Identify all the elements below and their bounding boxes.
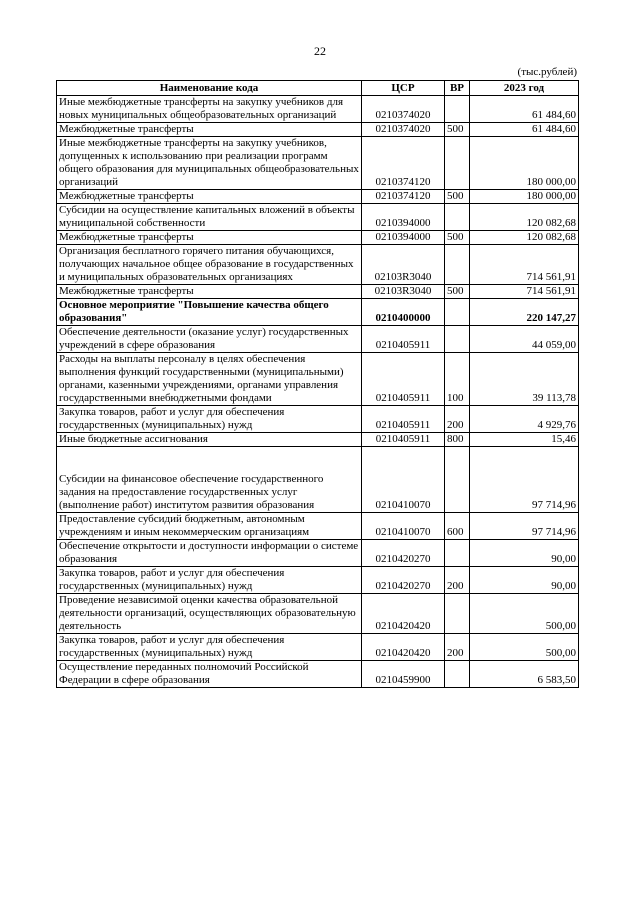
row-sum-cell [470,661,579,688]
table-row [57,406,579,433]
row-vr-cell [445,137,470,190]
page-number: 22 [314,44,326,58]
row-vr-cell [445,634,470,661]
row-vr-cell [445,513,470,540]
row-sum-text: 220 147,27 [526,312,576,324]
row-name-cell [57,661,362,688]
row-vr-text: 200 [447,580,464,592]
row-sum-text: 97 714,96 [532,499,576,511]
row-vr-cell [445,540,470,567]
row-csr-cell [362,285,445,299]
row-csr-cell [362,96,445,123]
row-name-cell [57,433,362,447]
row-sum-text: 714 561,91 [526,271,576,283]
row-csr-cell [362,594,445,634]
row-sum-cell [470,231,579,245]
row-name-text: Межбюджетные трансферты [59,285,194,297]
table-row [57,594,579,634]
row-vr-text: 600 [447,526,464,538]
row-sum-text: 39 113,78 [532,392,576,404]
row-name-text: Расходы на выплаты персоналу в целях обеспечения выполнения функций государственными (муниципальными) органами, казенными учреждениями, органами управления государственными внебюджетными фондами [59,353,344,404]
row-csr-text: 02103R3040 [374,271,432,283]
row-sum-text: 4 929,76 [537,419,576,431]
row-csr-cell [362,123,445,137]
table-body [57,96,579,688]
row-name-cell [57,231,362,245]
row-name-cell [57,326,362,353]
row-vr-text: 100 [447,392,464,404]
row-vr-cell [445,567,470,594]
blank-line [59,460,359,473]
row-csr-text: 0210394000 [375,231,431,243]
table-row [57,123,579,137]
row-vr-cell [445,190,470,204]
row-vr-cell [445,231,470,245]
row-csr-text: 0210374020 [375,123,431,135]
row-sum-cell [470,96,579,123]
table-row [57,231,579,245]
row-name-cell [57,123,362,137]
table-row [57,540,579,567]
row-sum-cell [470,540,579,567]
row-name-cell [57,285,362,299]
row-vr-text: 200 [447,419,464,431]
row-name-cell [57,634,362,661]
row-vr-cell [445,661,470,688]
row-csr-text: 0210374120 [375,176,431,188]
row-name-cell [57,353,362,406]
row-name-text: Межбюджетные трансферты [59,123,194,135]
row-name-text: Проведение независимой оценки качества образовательной деятельности организаций, осуществляющих образовательную деятельность [59,594,356,632]
row-csr-text: 0210410070 [375,499,431,511]
table-row [57,285,579,299]
row-sum-text: 97 714,96 [532,526,576,538]
row-name-cell [57,204,362,231]
row-csr-cell [362,433,445,447]
row-csr-text: 0210405911 [375,339,431,351]
row-sum-cell [470,567,579,594]
table-row [57,447,579,513]
row-name-text: Закупка товаров, работ и услуг для обеспечения государственных (муниципальных) нужд [59,406,285,431]
row-sum-text: 90,00 [551,580,576,592]
unit-label: (тыс.рублей) [517,66,577,78]
row-csr-cell [362,634,445,661]
row-name-text: Иные межбюджетные трансферты на закупку учебников, допущенных к использованию при реализации программ общего образования для муниципальных общеобразовательных организаций [59,137,359,188]
row-vr-cell [445,204,470,231]
row-name-cell [57,137,362,190]
row-vr-text: 500 [447,190,464,202]
row-vr-cell [445,245,470,285]
row-csr-cell [362,299,445,326]
row-csr-text: 0210374020 [375,109,431,121]
row-csr-text: 0210405911 [375,419,431,431]
blank-line [59,447,359,460]
budget-table [56,80,579,688]
row-csr-text: 0210420270 [375,580,431,592]
row-csr-text: 0210405911 [375,392,431,404]
row-sum-cell [470,190,579,204]
row-csr-cell [362,190,445,204]
row-vr-cell [445,406,470,433]
row-vr-text: 800 [447,433,464,445]
row-name-cell [57,245,362,285]
row-sum-cell [470,285,579,299]
row-sum-text: 61 484,60 [532,109,576,121]
row-sum-text: 120 082,68 [526,217,576,229]
header-csr: ЦСР [362,81,445,96]
row-csr-text: 0210420420 [375,647,431,659]
row-sum-text: 44 059,00 [532,339,576,351]
row-name-cell [57,447,362,513]
row-csr-cell [362,245,445,285]
row-sum-text: 120 082,68 [526,231,576,243]
row-csr-cell [362,326,445,353]
row-vr-cell [445,299,470,326]
row-vr-text: 200 [447,647,464,659]
row-name-text: Межбюджетные трансферты [59,190,194,202]
row-sum-text: 500,00 [545,647,576,659]
row-name-text: Иные межбюджетные трансферты на закупку учебников для новых муниципальных общеобразовательных организаций [59,96,344,121]
row-sum-text: 180 000,00 [526,176,576,188]
row-sum-cell [470,353,579,406]
row-name-text: Осуществление переданных полномочий Российской Федерации в сфере образования [59,661,309,686]
header-name: Наименование кода [57,81,362,96]
row-name-cell [57,299,362,326]
row-csr-text: 0210459900 [375,674,431,686]
row-name-text: Основное мероприятие "Повышение качества общего образования" [59,299,329,324]
row-sum-cell [470,299,579,326]
row-csr-text: 0210405911 [375,433,431,445]
row-sum-cell [470,447,579,513]
row-sum-cell [470,123,579,137]
row-name-text: Иные бюджетные ассигнования [59,433,208,445]
row-name-text: Закупка товаров, работ и услуг для обеспечения государственных (муниципальных) нужд [59,634,285,659]
table-row [57,353,579,406]
row-sum-cell [470,245,579,285]
row-sum-cell [470,433,579,447]
row-csr-cell [362,447,445,513]
row-vr-cell [445,433,470,447]
row-csr-cell [362,204,445,231]
row-csr-cell [362,231,445,245]
row-csr-text: 0210420270 [375,553,431,565]
row-csr-cell [362,661,445,688]
row-sum-text: 6 583,50 [537,674,576,686]
row-name-text: Предоставление субсидий бюджетным, автономным учреждениям и иным некоммерческим организациям [59,513,310,538]
row-name-cell [57,594,362,634]
row-vr-text: 500 [447,123,464,135]
table-row [57,299,579,326]
row-csr-cell [362,406,445,433]
row-name-text: Организация бесплатного горячего питания обучающихся, получающих начальное общее образование в государственных и муниципальных образовательных организациях [59,245,354,283]
table-row [57,245,579,285]
table-row [57,190,579,204]
row-csr-text: 0210420420 [375,620,431,632]
table-row [57,96,579,123]
row-name-cell [57,96,362,123]
row-sum-text: 714 561,91 [526,285,576,297]
row-csr-text: 0210374120 [375,190,431,202]
row-csr-cell [362,137,445,190]
row-csr-text: 02103R3040 [374,285,432,297]
table-row [57,137,579,190]
row-name-cell [57,567,362,594]
row-sum-text: 500,00 [545,620,576,632]
row-vr-text: 500 [447,231,464,243]
table-row [57,326,579,353]
row-name-text: Межбюджетные трансферты [59,231,194,243]
row-vr-cell [445,594,470,634]
row-vr-cell [445,96,470,123]
row-name-text: Субсидии на финансовое обеспечение государственного задания на предоставление государственных услуг (выполнение работ) институтом развития образования [59,473,324,511]
row-sum-text: 61 484,60 [532,123,576,135]
row-sum-cell [470,204,579,231]
row-name-cell [57,513,362,540]
row-sum-cell [470,594,579,634]
row-name-text: Обеспечение деятельности (оказание услуг) государственных учреждений в сфере образования [59,326,349,351]
row-vr-cell [445,123,470,137]
row-sum-cell [470,513,579,540]
row-vr-text: 500 [447,285,464,297]
row-csr-cell [362,353,445,406]
row-csr-cell [362,567,445,594]
table-row [57,661,579,688]
row-csr-text: 0210400000 [375,312,431,324]
row-csr-text: 0210410070 [375,526,431,538]
row-vr-cell [445,353,470,406]
row-vr-cell [445,447,470,513]
row-sum-text: 15,46 [551,433,576,445]
table-header-row [57,81,579,96]
row-vr-cell [445,285,470,299]
row-sum-cell [470,406,579,433]
row-csr-text: 0210394000 [375,217,431,229]
row-csr-cell [362,513,445,540]
header-sum: 2023 год [470,81,579,96]
table-row [57,567,579,594]
row-sum-cell [470,634,579,661]
row-name-text: Закупка товаров, работ и услуг для обеспечения государственных (муниципальных) нужд [59,567,285,592]
row-name-cell [57,190,362,204]
row-csr-cell [362,540,445,567]
row-name-text: Обеспечение открытости и доступности информации о системе образования [59,540,359,565]
row-sum-cell [470,326,579,353]
row-sum-cell [470,137,579,190]
table-row [57,513,579,540]
table-row [57,433,579,447]
row-sum-text: 180 000,00 [526,190,576,202]
row-sum-text: 90,00 [551,553,576,565]
row-vr-cell [445,326,470,353]
row-name-cell [57,406,362,433]
table-row [57,634,579,661]
table-row [57,204,579,231]
row-name-cell [57,540,362,567]
row-name-text: Субсидии на осуществление капитальных вложений в объекты муниципальной собственности [59,204,355,229]
header-vr: ВР [445,81,470,96]
